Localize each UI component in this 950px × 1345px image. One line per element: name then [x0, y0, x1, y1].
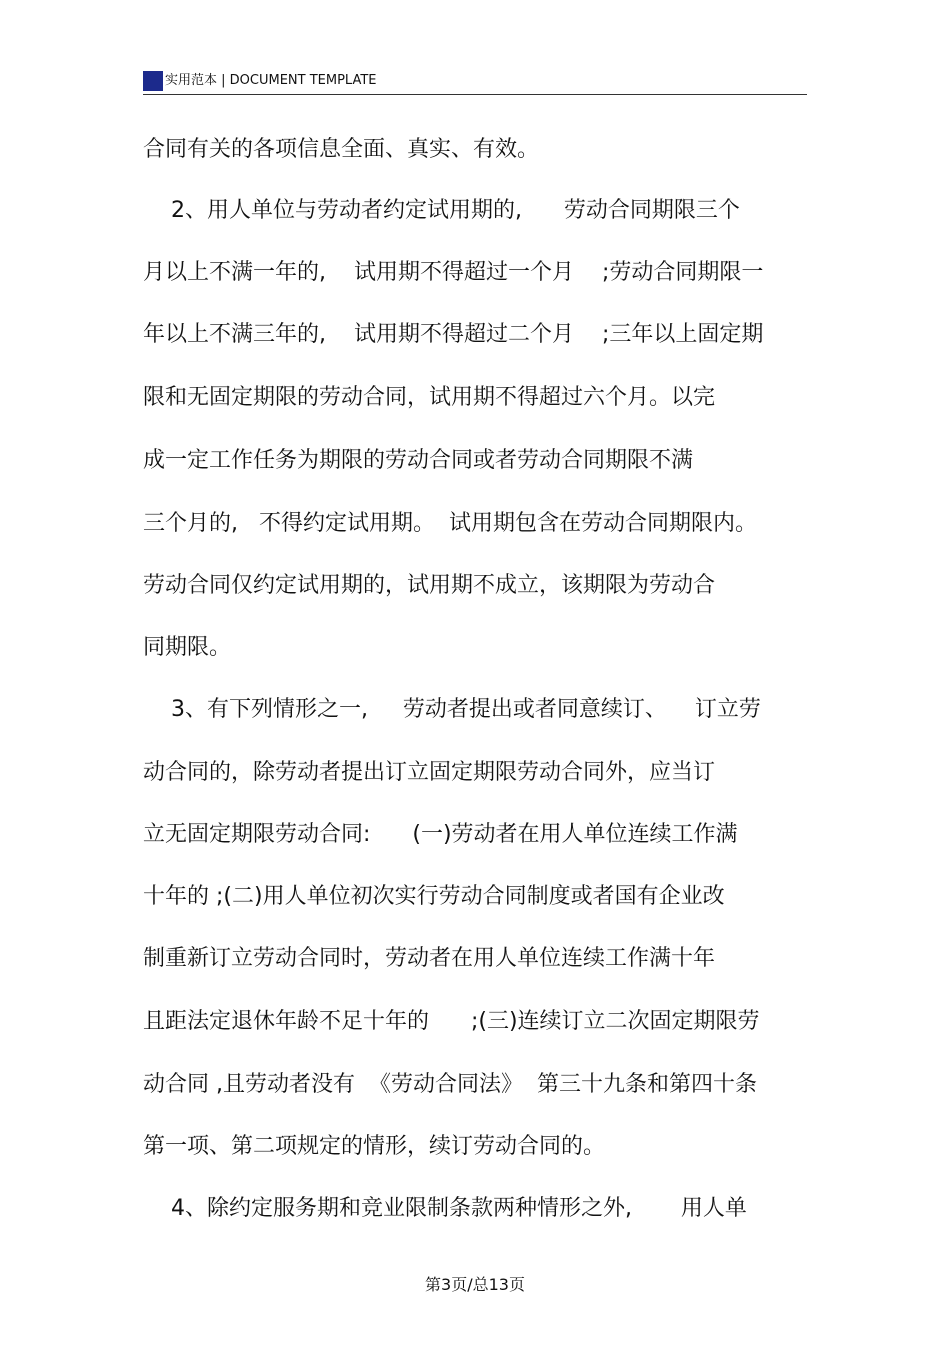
header-title: 实用范本 | DOCUMENT TEMPLATE [165, 73, 377, 88]
body-line: 合同有关的各项信息全面、真实、有效。 [143, 137, 540, 162]
body-line: 年以上不满三年的, 试用期不得超过二个月 ;三年以上固定期 [143, 322, 764, 347]
body-line: 制重新订立劳动合同时，劳动者在用人单位连续工作满十年 [143, 946, 716, 971]
document-header [143, 70, 807, 95]
page-indicator: 第3页/总13页 [425, 1275, 525, 1294]
body-line: 动合同 ,且劳动者没有 《劳动合同法》 第三十九条和第四十条 [143, 1072, 757, 1097]
body-line: 十年的 ;(二)用人单位初次实行劳动合同制度或者国有企业改 [143, 884, 725, 909]
body-line: 4、除约定服务期和竞业限制条款两种情形之外, 用人单 [143, 1196, 747, 1221]
body-line: 成一定工作任务为期限的劳动合同或者劳动合同期限不满 [143, 448, 694, 473]
body-line: 3、有下列情形之一, 劳动者提出或者同意续订、 订立劳 [143, 697, 761, 722]
body-line: 劳动合同仅约定试用期的，试用期不成立，该期限为劳动合 [143, 573, 716, 598]
body-line: 月以上不满一年的, 试用期不得超过一个月 ;劳动合同期限一 [143, 260, 764, 285]
body-line: 第一项、第二项规定的情形，续订劳动合同的。 [143, 1134, 606, 1159]
body-line: 限和无固定期限的劳动合同，试用期不得超过六个月。以完 [143, 385, 716, 410]
body-line: 同期限。 [143, 635, 232, 660]
body-line: 且距法定退休年龄不足十年的 ;(三)连续订立二次固定期限劳 [143, 1009, 760, 1034]
header-logo-square [143, 71, 163, 91]
body-line: 动合同的，除劳动者提出订立固定期限劳动合同外，应当订 [143, 760, 716, 785]
body-line: 2、用人单位与劳动者约定试用期的, 劳动合同期限三个 [143, 198, 740, 223]
body-line: 三个月的, 不得约定试用期。 试用期包含在劳动合同期限内。 [143, 511, 757, 536]
body-line: 立无固定期限劳动合同: (一)劳动者在用人单位连续工作满 [143, 822, 738, 847]
